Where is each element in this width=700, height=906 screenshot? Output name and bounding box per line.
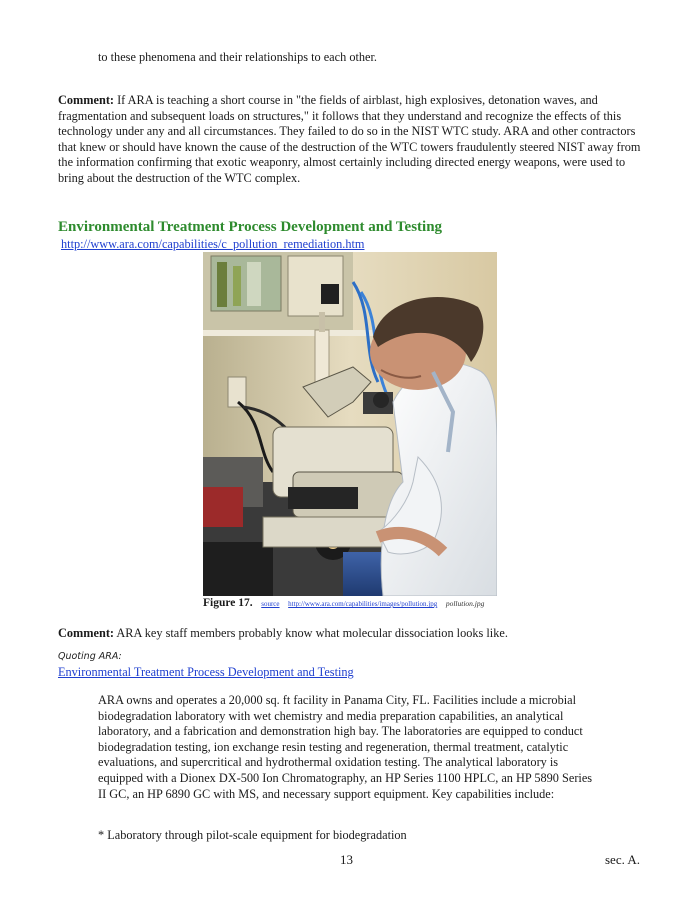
section-url-link[interactable]: http://www.ara.com/capabilities/c_pollution_remediation.htm (61, 237, 365, 251)
page-number: 13 (340, 852, 353, 867)
comment-paragraph-2 (58, 626, 508, 641)
comment-paragraph-1 (58, 93, 643, 187)
figure-filename: pollution.jpg (445, 599, 485, 608)
quote-paragraph: ARA owns and operates a 20,000 sq. ft facility in Panama City, FL. Facilities include a microbial biodegradation laboratory with wet chemistry and media preparation capabilities, an analytical laboratory, and a fabrication and demonstration high bay. The laboratories are equipped to conduct biodegradation testing, ion exchange resin testing and regeneration, thermal treatment, catalytic evaluations, and supercritical and hydrothermal oxidation testing. The analytical laboratory is equipped with a Dionex DX-500 Ion Chromatography, an HP Series 1100 HPLC, an HP 5890 Series II GC, an HP 6890 GC with MS, and necessary support equipment. Key capabilities include: (98, 693, 593, 801)
figure-url-link[interactable]: http://www.ara.com/capabilities/images/pollution.jpg (288, 600, 438, 608)
section-label: sec. A. (605, 852, 641, 867)
comment-label: Comment: (58, 93, 115, 107)
figure-caption (203, 597, 484, 609)
quoting-link[interactable]: Environmental Treatment Process Development and Testing (58, 665, 354, 679)
section-heading: Environmental Treatment Process Development and Testing (58, 219, 443, 235)
comment-text: If ARA is teaching a short course in "the fields of airblast, high explosives, detonation waves, and fragmentation and subsequent loads on structures," it follows that they understand and recognize the effects of this technology under any and all circumstances. They failed to do so in the NIST WTC study. ARA and other contractors that knew or should have known the cause of the destruction of the WTC towers fraudulently steered NIST away from the information confirming that exotic weaponry, almost certainly including directed energy weapons, were used to bring about the destruction of the WTC complex. (58, 93, 641, 185)
lab-photo-illustration (203, 252, 497, 596)
figure-label: Figure 17. (203, 597, 253, 609)
lab-photo (203, 252, 497, 596)
comment-text: ARA key staff members probably know what molecular dissociation looks like. (114, 626, 508, 640)
intro-line: to these phenomena and their relationships to each other. (98, 50, 377, 64)
capability-bullet: * Laboratory through pilot-scale equipment for biodegradation (98, 828, 407, 842)
quoting-label: Quoting ARA: (58, 651, 122, 662)
figure-source-link[interactable]: source (261, 600, 280, 608)
comment-label: Comment: (58, 626, 115, 640)
